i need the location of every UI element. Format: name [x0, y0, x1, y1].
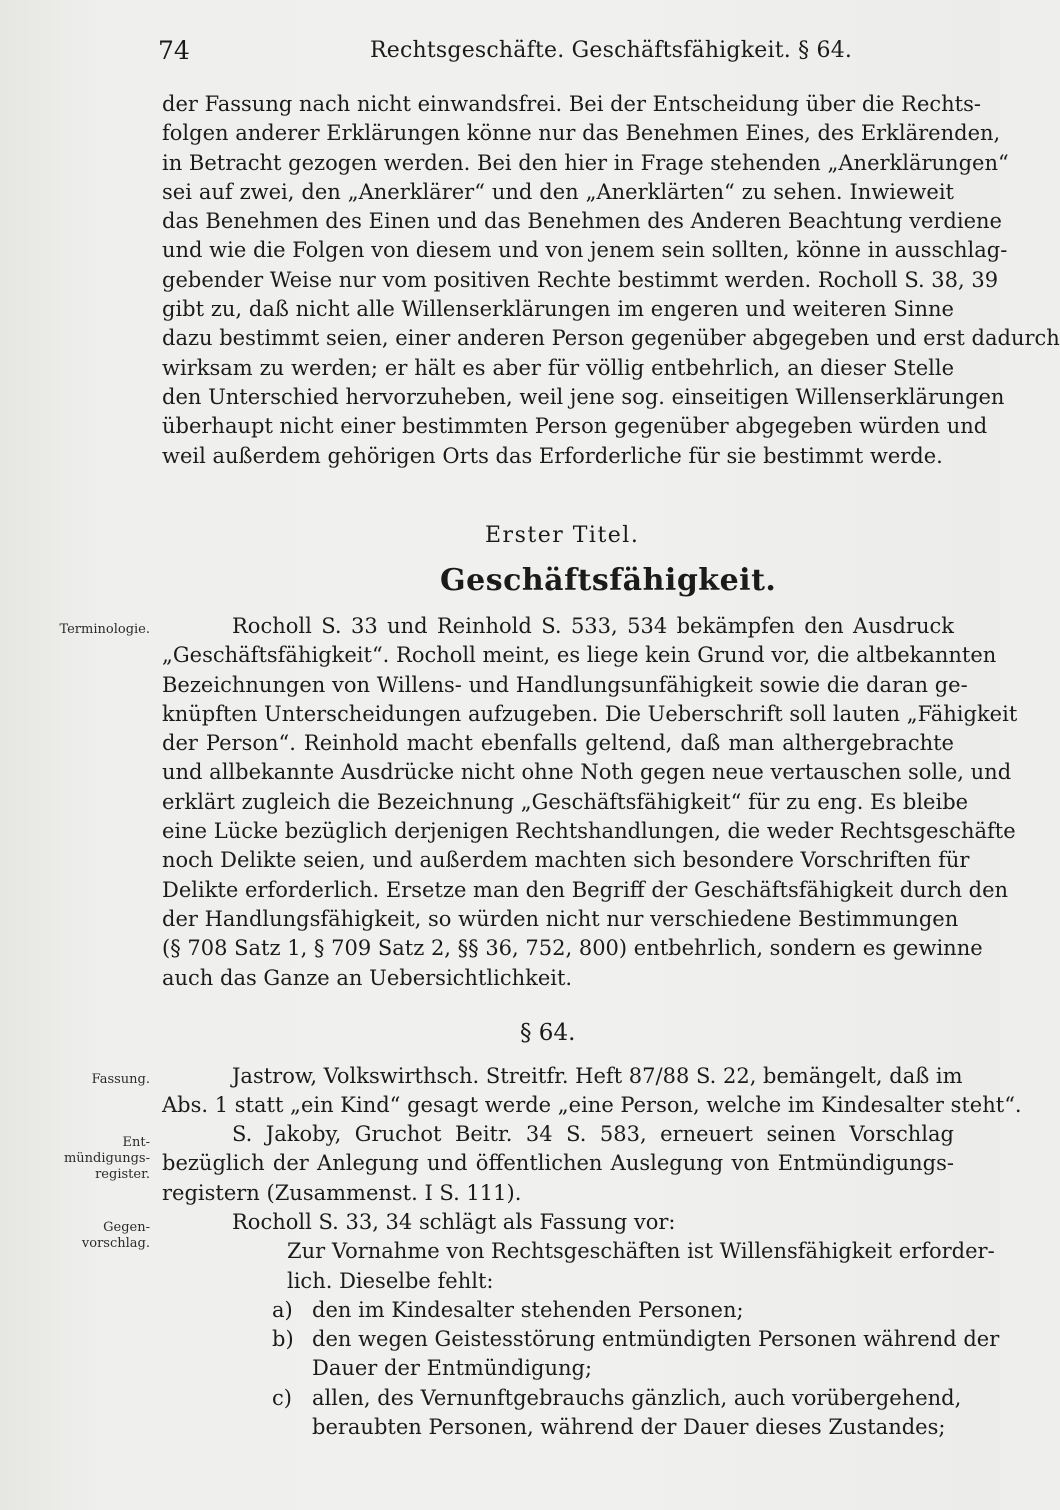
- text-line: Bezeichnungen von Willens- und Handlungsunfähigkeit sowie die daran ge-: [162, 672, 968, 697]
- text-line: knüpften Unterscheidungen aufzugeben. Die Ueberschrift soll lauten „Fähigkeit: [162, 701, 1018, 726]
- text-line: der Fassung nach nicht einwandsfrei. Bei der Entscheidung über die Rechts-: [162, 92, 981, 116]
- running-title: Rechtsgeschäfte. Geschäftsfähigkeit. § 64.: [370, 38, 853, 63]
- margin-note-register: Ent-mündigungs-register.: [63, 1135, 150, 1182]
- text-line: eine Lücke bezüglich derjenigen Rechtshandlungen, die weder Rechtsgeschäfte: [162, 819, 1016, 844]
- intro-paragraph: [162, 90, 1060, 471]
- page-number: 74: [158, 36, 190, 65]
- text-line: Rocholl S. 33, 34 schlägt als Fassung vor:: [232, 1210, 676, 1234]
- text-line: noch Delikte seien, und außerdem machten sich besondere Vorschriften für: [162, 848, 970, 873]
- list-item: [272, 1296, 954, 1325]
- list-item-label: c): [272, 1385, 292, 1410]
- section-title: Erster Titel.: [485, 523, 640, 548]
- text-line: und allbekannte Ausdrücke nicht ohne Noth gegen neue vertauschen solle, und: [162, 760, 1012, 785]
- text-line: folgen anderer Erklärungen könne nur das Benehmen Eines, des Erklärenden,: [162, 121, 1001, 146]
- text-line: Delikte erforderlich. Ersetze man den Begriff der Geschäftsfähigkeit durch den: [162, 877, 1009, 902]
- text-line: gibt zu, daß nicht alle Willenserklärungen im engeren und weiteren Sinne: [162, 297, 954, 322]
- text-line: lich. Dieselbe fehlt:: [287, 1268, 494, 1293]
- margin-note-fassung: Fassung.: [91, 1072, 150, 1087]
- list-item: [272, 1384, 962, 1413]
- text-line: der Handlungsfähigkeit, so würden nicht nur verschiedene Bestimmungen: [162, 906, 959, 931]
- text-line: bezüglich der Anlegung und öffentlichen Auslegung von Entmündigungs-: [162, 1151, 954, 1176]
- list-item-text: den im Kindesalter stehenden Personen;: [312, 1297, 744, 1322]
- text-line: den Unterschied hervorzuheben, weil jene sog. einseitigen Willenserklärungen: [162, 384, 1005, 409]
- fassung-paragraph: [162, 1062, 1022, 1121]
- text-line: Abs. 1 statt „ein Kind“ gesagt werde „eine Person, welche im Kindesalter steht“.: [162, 1093, 1022, 1118]
- text-line: weil außerdem gehörigen Orts das Erforderliche für sie bestimmt werde.: [162, 443, 943, 468]
- margin-note-terminologie: Terminologie.: [59, 622, 150, 637]
- section-heading: Geschäftsfähigkeit.: [440, 563, 777, 598]
- page-header: [158, 36, 958, 70]
- gegenvorschlag-paragraph: [162, 1208, 1000, 1442]
- text-line: in Betracht gezogen werden. Bei den hier in Frage stehenden „Anerklärungen“: [162, 150, 1009, 175]
- text-line: Zur Vornahme von Rechtsgeschäften ist Willensfähigkeit erforder-: [287, 1239, 995, 1264]
- text-line: das Benehmen des Einen und das Benehmen des Anderen Beachtung verdiene: [162, 209, 1002, 234]
- register-paragraph: [162, 1120, 954, 1208]
- text-line: auch das Ganze an Uebersichtlichkeit.: [162, 965, 573, 990]
- text-line: registern (Zusammenst. I S. 111).: [162, 1180, 522, 1205]
- proposal-list: [162, 1296, 1000, 1442]
- text-line: wirksam zu werden; er hält es aber für völlig entbehrlich, an dieser Stelle: [162, 355, 954, 380]
- list-item-continuation: [272, 1354, 954, 1383]
- text-line: der Person“. Reinhold macht ebenfalls geltend, daß man althergebrachte: [162, 731, 954, 756]
- list-item-text: allen, des Vernunftgebrauchs gänzlich, auch vorübergehend,: [312, 1385, 962, 1410]
- list-item-text: Dauer der Entmündigung;: [312, 1356, 593, 1381]
- text-line: gebender Weise nur vom positiven Rechte bestimmt werden. Rocholl S. 38, 39: [162, 267, 999, 292]
- text-line: „Geschäftsfähigkeit“. Rocholl meint, es liege kein Grund vor, die altbekannten: [162, 643, 997, 668]
- list-item-text: den wegen Geistesstörung entmündigten Personen während der: [312, 1327, 1000, 1352]
- list-item-label: a): [272, 1297, 293, 1322]
- paragraph-sign: § 64.: [520, 1020, 576, 1046]
- text-line: S. Jakoby, Gruchot Beitr. 34 S. 583, erneuert seinen Vorschlag: [232, 1122, 954, 1146]
- margin-note-gegenvorschlag: Gegen-vorschlag.: [81, 1220, 150, 1251]
- list-item-label: b): [272, 1327, 294, 1352]
- text-line: sei auf zwei, den „Anerklärer“ und den „Anerklärten“ zu sehen. Inwieweit: [162, 179, 954, 204]
- list-item-text: beraubten Personen, während der Dauer dieses Zustandes;: [312, 1415, 946, 1440]
- text-line: (§ 708 Satz 1, § 709 Satz 2, §§ 36, 752, 800) entbehrlich, sondern es gewinne: [162, 936, 983, 961]
- list-item-continuation: [272, 1413, 954, 1442]
- text-line: überhaupt nicht einer bestimmten Person gegenüber abgegeben würden und: [162, 414, 988, 439]
- text-line: erklärt zugleich die Bezeichnung „Geschäftsfähigkeit“ für zu eng. Es bleibe: [162, 789, 969, 814]
- terminology-paragraph: [162, 612, 1018, 993]
- text-line: Jastrow, Volkswirthsch. Streitfr. Heft 87/88 S. 22, bemängelt, daß im: [232, 1064, 963, 1088]
- text-line: und wie die Folgen von diesem und von jenem sein sollten, könne in ausschlag-: [162, 238, 1008, 263]
- text-line: dazu bestimmt seien, einer anderen Person gegenüber abgegeben und erst dadurch: [162, 326, 1060, 351]
- text-line: Rocholl S. 33 und Reinhold S. 533, 534 bekämpfen den Ausdruck: [232, 614, 954, 638]
- proposal-quote: [162, 1237, 995, 1296]
- list-item: [272, 1325, 1000, 1354]
